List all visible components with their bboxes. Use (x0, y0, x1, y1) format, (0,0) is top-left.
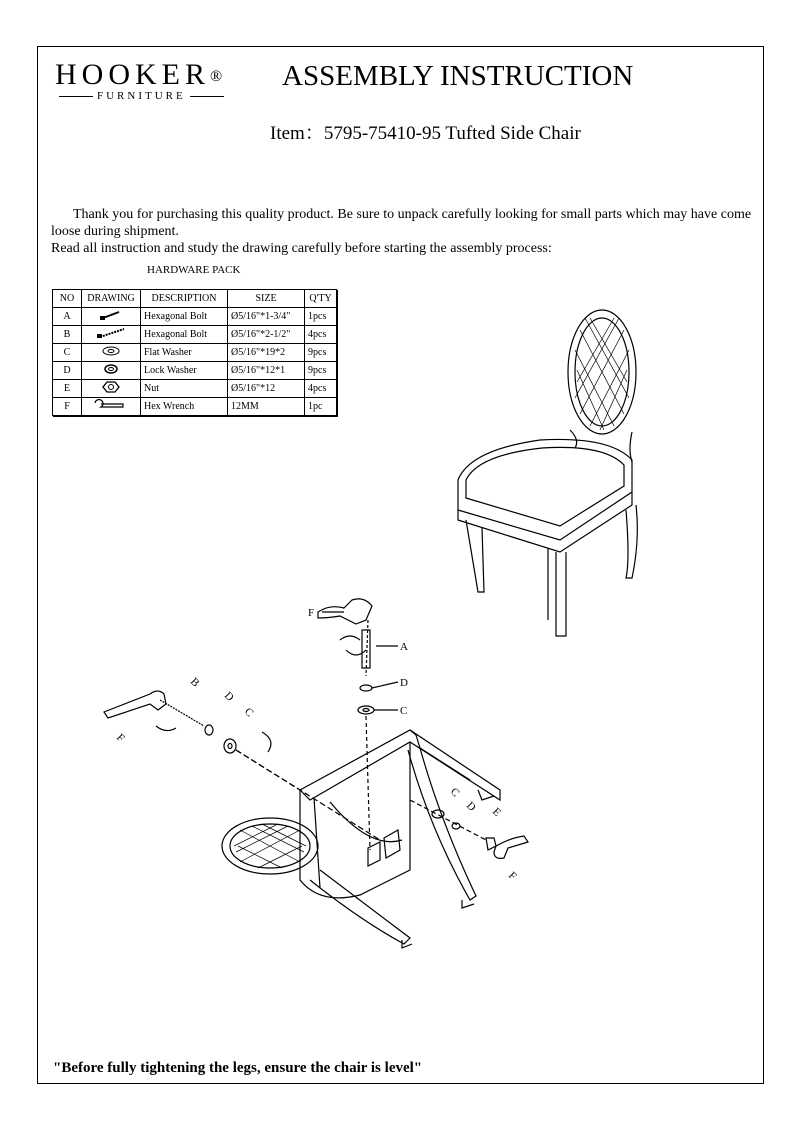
callout-d-top: D (400, 677, 408, 689)
part-description: Lock Washer (141, 362, 228, 380)
exploded-hardware-top (318, 599, 374, 850)
part-description: Hexagonal Bolt (141, 326, 228, 344)
hardware-pack-title: HARDWARE PACK (147, 264, 241, 276)
part-no: C (53, 344, 82, 362)
part-description: Hex Wrench (141, 398, 228, 416)
callout-c-left: C (241, 705, 256, 720)
part-size: Ø5/16"*12 (228, 380, 305, 398)
part-no: A (53, 308, 82, 326)
part-qty: 9pcs (305, 362, 337, 380)
callout-e: E (489, 805, 504, 819)
part-no: D (53, 362, 82, 380)
item-line: Item：5795-75410-95 Tufted Side Chair (270, 123, 581, 144)
part-description: Hexagonal Bolt (141, 308, 228, 326)
part-no: B (53, 326, 82, 344)
part-qty: 1pc (305, 398, 337, 416)
part-size: 12MM (228, 398, 305, 416)
chair-inverted-illustration (222, 730, 500, 948)
brand-name: HOOKER (55, 58, 210, 91)
callout-b: B (187, 675, 202, 690)
chair-assembled-illustration (458, 310, 637, 636)
page-title: ASSEMBLY INSTRUCTION (282, 60, 634, 92)
part-no: F (53, 398, 82, 416)
part-size: Ø5/16"*2-1/2" (228, 326, 305, 344)
callout-c-right: C (447, 785, 462, 800)
part-qty: 4pcs (305, 326, 337, 344)
intro-paragraph-1: Thank you for purchasing this quality product. Be sure to unpack carefully looking for small parts which may have come loose during shipment. (51, 207, 752, 239)
part-qty: 9pcs (305, 344, 337, 362)
callout-c-top: C (400, 705, 408, 717)
registered-mark: ® (210, 68, 223, 85)
brand-subtitle: FURNITURE (97, 90, 186, 102)
part-description: Nut (141, 380, 228, 398)
part-no: E (53, 380, 82, 398)
intro-paragraph-2: Read all instruction and study the drawing carefully before starting the assembly process: (51, 241, 552, 256)
part-size: Ø5/16"*12*1 (228, 362, 305, 380)
callout-a: A (400, 641, 408, 653)
callout-f-right: F (505, 869, 519, 883)
part-qty: 4pcs (305, 380, 337, 398)
col-header-no: NO (53, 290, 82, 308)
callout-f-left: F (113, 731, 127, 745)
part-description: Flat Washer (141, 344, 228, 362)
part-qty: 1pcs (305, 308, 337, 326)
col-header-qty: Q'TY (305, 290, 337, 308)
col-header-description: DESCRIPTION (141, 290, 228, 308)
callout-d-left: D (221, 689, 236, 704)
callout-f-top: F (308, 607, 315, 619)
footer-note: "Before fully tightening the legs, ensure the chair is level" (53, 1060, 423, 1076)
part-size: Ø5/16"*19*2 (228, 344, 305, 362)
col-header-size: SIZE (228, 290, 305, 308)
callout-d-right: D (463, 799, 478, 814)
col-header-drawing: DRAWING (82, 290, 141, 308)
part-size: Ø5/16"*1-3/4" (228, 308, 305, 326)
